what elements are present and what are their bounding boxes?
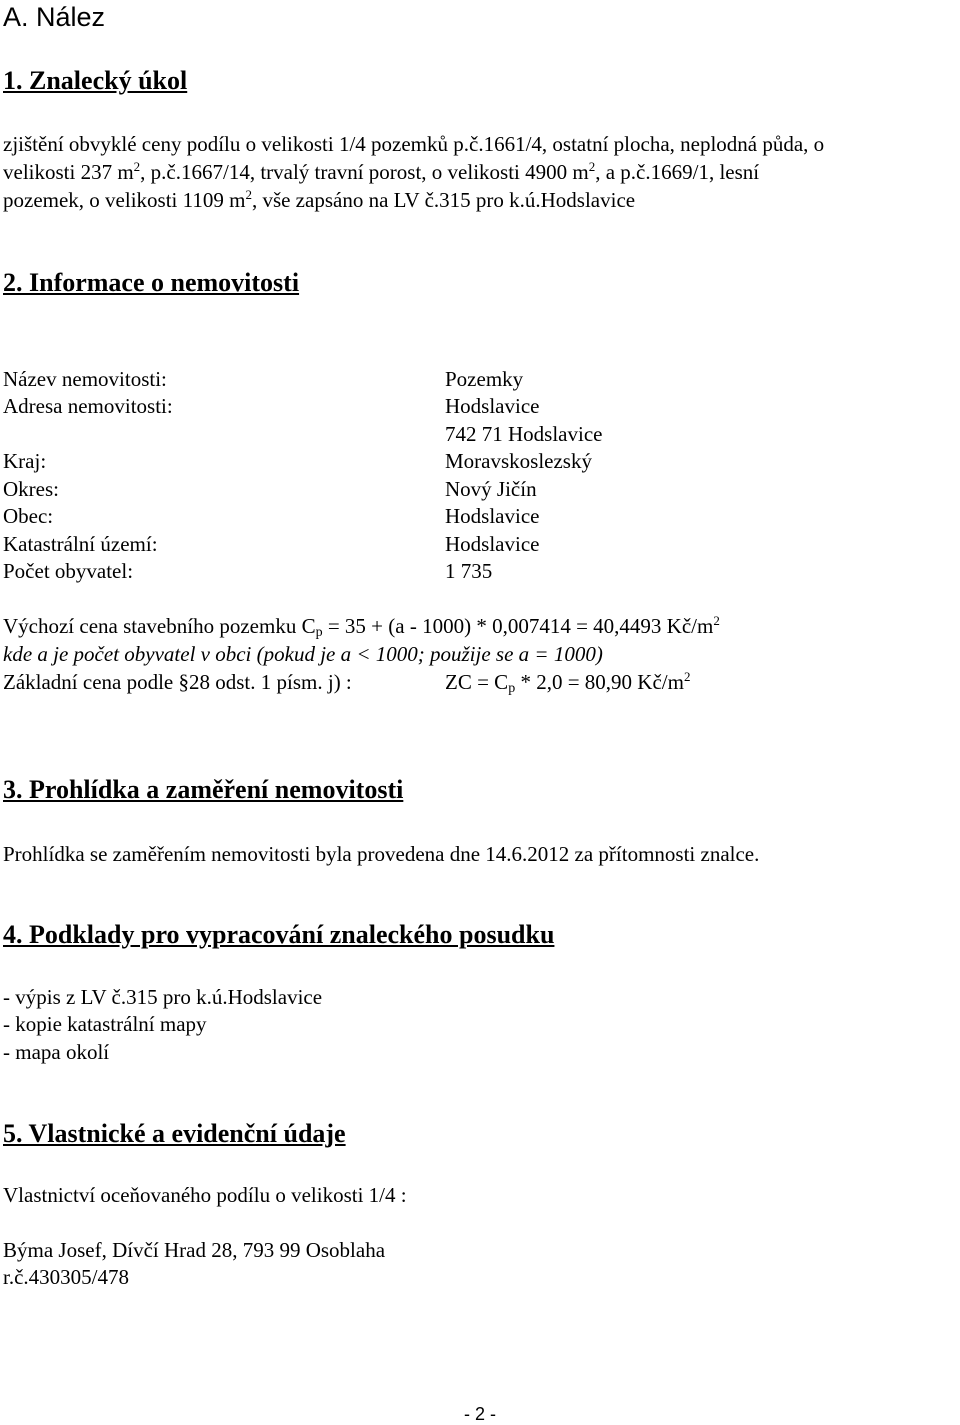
ownership-text: Vlastnictví oceňovaného podílu o velikosti 1/4 : xyxy=(3,1183,407,1207)
page-number: - 2 - xyxy=(464,1404,497,1424)
owner-rc: r.č.430305/478 xyxy=(3,1265,129,1289)
heading-task: 1. Znalecký úkol xyxy=(3,66,188,95)
owner-name: Býma Josef, Dívčí Hrad 28, 793 99 Osoblaha xyxy=(3,1238,386,1262)
value-adresa: Hodslavice xyxy=(445,394,540,418)
value-obec: Hodslavice xyxy=(445,504,540,528)
heading-info: 2. Informace o nemovitosti xyxy=(3,268,300,297)
inspection-text: Prohlídka se zaměřením nemovitosti byla provedena dne 14.6.2012 za přítomnosti znalce. xyxy=(3,842,760,866)
value-kraj: Moravskoslezský xyxy=(445,449,592,473)
base-price-label: Základní cena podle §28 odst. 1 písm. j) : xyxy=(3,670,352,694)
task-line-3: pozemek, o velikosti 1109 $m^2$, vše zapsáno na LV č.315 pro k.ú.Hodslavice xyxy=(3,187,636,212)
label-nazev: Název nemovitosti: xyxy=(3,367,167,391)
task-line-2: velikosti 237 $m^2$, p.č.1667/14, trvalý travní porost, o velikosti 4900 $m^2$, a p.č.1669/1, lesní xyxy=(3,159,760,184)
task-line-1: zjištění obvyklé ceny podílu o velikosti 1/4 pozemků p.č.1661/4, ostatní plocha, neplodná půda, o xyxy=(3,132,825,156)
label-adresa: Adresa nemovitosti: xyxy=(3,394,173,418)
value-okres: Nový Jičín xyxy=(445,477,537,501)
heading-sources: 4. Podklady pro vypracování znaleckého posudku xyxy=(3,920,555,949)
section-title: A. Nález xyxy=(3,2,106,32)
formula-note: kde a je počet obyvatel v obci (pokud je a < 1000; použije se a = 1000) xyxy=(3,642,603,666)
value-katastr: Hodslavice xyxy=(445,532,540,556)
label-katastr: Katastrální území: xyxy=(3,532,158,556)
label-obyvatel: Počet obyvatel: xyxy=(3,559,134,583)
label-okres: Okres: xyxy=(3,477,59,501)
list-item: - výpis z LV č.315 pro k.ú.Hodslavice xyxy=(3,985,323,1009)
value-obyvatel: 1 735 xyxy=(445,559,493,583)
heading-inspection: 3. Prohlídka a zaměření nemovitosti xyxy=(3,775,404,804)
formula-vychozi-cena: Výchozí cena stavebního pozemku $C_p = 35 + (a - 1000) * 0,007414 = 40,4493$ $Kč/m^2$ xyxy=(3,613,720,640)
value-adresa-psc: 742 71 Hodslavice xyxy=(445,422,603,446)
list-item: - kopie katastrální mapy xyxy=(3,1012,207,1036)
label-obec: Obec: xyxy=(3,504,54,528)
heading-ownership: 5. Vlastnické a evidenční údaje xyxy=(3,1119,346,1148)
base-price-formula: ZC = $C_p * 2,0 = 80,90$ $Kč/m^2$ xyxy=(445,669,691,696)
value-nazev: Pozemky xyxy=(445,367,524,391)
list-item: - mapa okolí xyxy=(3,1040,110,1064)
label-kraj: Kraj: xyxy=(3,449,47,473)
